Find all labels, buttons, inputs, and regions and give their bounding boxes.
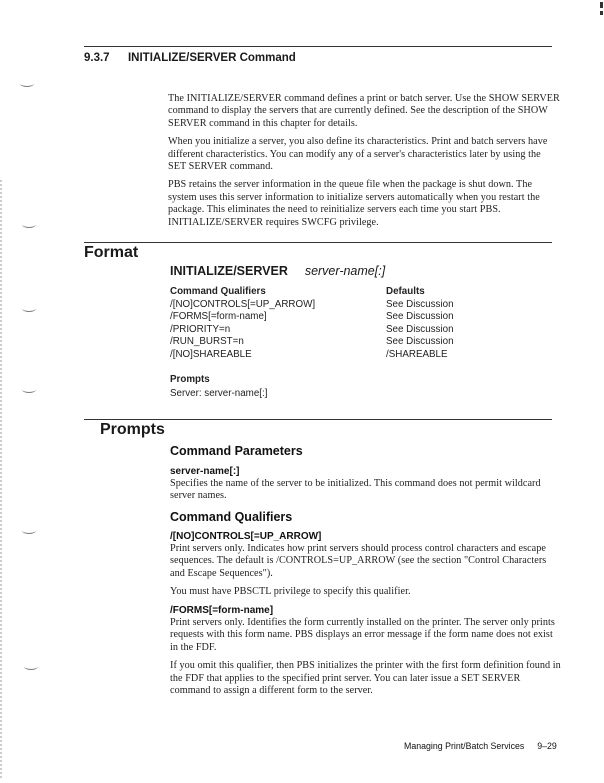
- page-footer: [404, 741, 557, 751]
- command-qualifiers-heading: Command Qualifiers: [170, 510, 293, 524]
- qualifier-paragraph: Print servers only. Indicates how print servers should process control characters and escape sequences. The default is /CONTROLS=UP_ARROW (see the section "Control Characters and Escape Sequences").: [170, 543, 547, 579]
- qualifier-paragraph: Print servers only. Identifies the form currently installed on the printer. The server only prints requests with this form name. PBS displays an error message if the form name does not exist in the FDF.: [170, 617, 555, 653]
- format-command: INITIALIZE/SERVER: [170, 264, 288, 278]
- qualifiers-header: Command Qualifiers: [170, 286, 266, 297]
- margin-mark: [24, 663, 38, 670]
- intro-paragraph: The INITIALIZE/SERVER command defines a print or batch server. Use the SHOW SERVER command to display the servers that are currently defined. See the description of the SHOW SERVER command in this chapter for details.: [168, 93, 560, 129]
- section-heading: [84, 52, 296, 64]
- command-parameters-heading: Command Parameters: [170, 444, 303, 458]
- intro-paragraph: When you initialize a server, you also define its characteristics. Print and batch servers have different characteristics. You can modify any of a server's characteristics later by using the SET SERVER command.: [168, 136, 548, 173]
- qualifier-paragraph: You must have PBSCTL privilege to specify this qualifier.: [170, 586, 411, 598]
- section-rule: [84, 46, 552, 47]
- margin-mark: [22, 386, 36, 393]
- footer-page-number: 9–29: [537, 741, 557, 751]
- section-number: 9.3.7: [84, 52, 110, 64]
- format-syntax: [170, 264, 385, 278]
- defaults-column: [386, 286, 556, 362]
- margin-mark: [22, 305, 36, 312]
- corner-mark: [600, 2, 603, 8]
- default-item: See Discussion: [386, 336, 454, 348]
- margin-mark: [22, 221, 36, 228]
- qualifier-item: /[NO]CONTROLS[=UP_ARROW]: [170, 298, 316, 310]
- margin-mark: [22, 527, 36, 534]
- qualifier-item: /[NO]SHAREABLE: [170, 348, 252, 360]
- qualifier-item: /FORMS[=form-name]: [170, 311, 267, 323]
- format-heading: Format: [84, 244, 139, 261]
- qualifier-controls-name: /[NO]CONTROLS[=UP_ARROW]: [170, 531, 322, 542]
- qualifier-item: /PRIORITY=n: [170, 323, 231, 335]
- qualifier-forms-description: [170, 617, 562, 703]
- parameter-name: server-name[:]: [170, 466, 240, 477]
- intro-text: [168, 93, 560, 235]
- footer-chapter-title: Managing Print/Batch Services: [404, 741, 525, 751]
- default-item: See Discussion: [386, 311, 454, 323]
- scan-edge-artifact: [0, 180, 2, 780]
- default-item: See Discussion: [386, 298, 454, 310]
- corner-mark: [600, 11, 603, 15]
- format-parameter: server-name[:]: [304, 264, 386, 278]
- qualifier-item: /RUN_BURST=n: [170, 336, 244, 348]
- parameter-description: Specifies the name of the server to be initialized. This command does not permit wildcard server names.: [170, 478, 541, 502]
- prompts-rule: [84, 419, 552, 420]
- prompts-heading: Prompts: [100, 421, 165, 438]
- intro-paragraph: PBS retains the server information in the queue file when the package is shut down. The system uses this server information to initialize servers automatically when you restart the package. This eliminates the need to reinitialize servers each time you start PBS. INITIALIZE/SERVER requires SWCFG privilege.: [168, 179, 540, 228]
- format-prompts: [170, 374, 267, 400]
- qualifier-paragraph: If you omit this qualifier, then PBS initializes the printer with the first form definition found in the FDF that applies to the specified print server. You can later issue a SET SERVER command to assign a different form to the server.: [170, 660, 561, 697]
- default-item: See Discussion: [386, 323, 454, 335]
- qualifier-forms-name: /FORMS[=form-name]: [170, 605, 274, 616]
- section-title: INITIALIZE/SERVER Command: [127, 52, 296, 64]
- format-rule: [84, 242, 552, 243]
- default-item: /SHAREABLE: [386, 348, 448, 360]
- qualifier-controls-description: [170, 543, 562, 605]
- format-prompts-header: Prompts: [170, 374, 210, 385]
- defaults-header: Defaults: [386, 286, 425, 297]
- qualifiers-column: [170, 286, 370, 362]
- margin-mark: [20, 80, 34, 87]
- format-prompt-line: Server: server-name[:]: [170, 387, 268, 399]
